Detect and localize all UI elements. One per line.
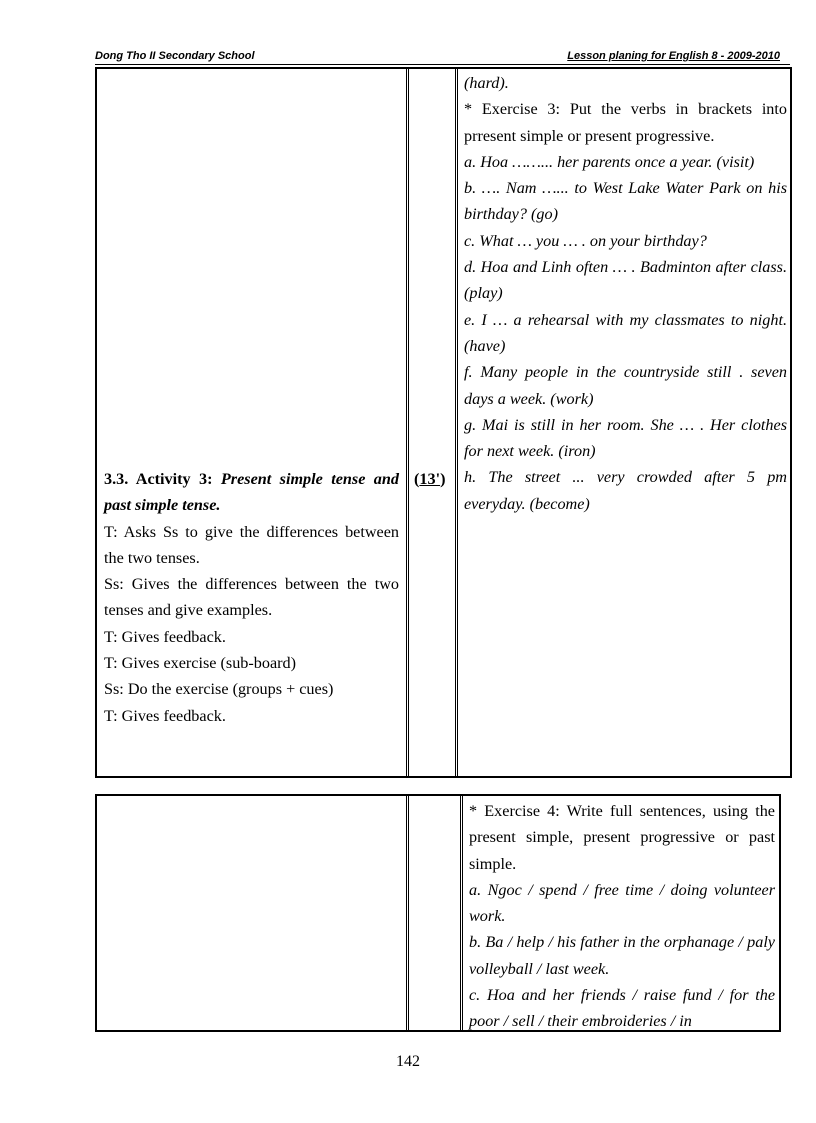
exercise-item: e. I … a rehearsal with my classmates to night. (have) (464, 310, 787, 355)
header-school: Dong Tho II Secondary School (95, 50, 255, 62)
header-lesson-plan: Lesson planing for English 8 - 2009-2010 (567, 50, 780, 62)
activity-step: Ss: Gives the differences between the two tenses and give examples. (104, 575, 399, 620)
exercise-item: b. Ba / help / his father in the orphanage / paly volleyball / last week. (469, 933, 775, 978)
exercise-item: c. What … you … . on your birthday? (464, 231, 707, 250)
exercise-item: a. Ngoc / spend / free time / doing volunteer work. (469, 880, 775, 926)
exercise-item: d. Hoa and Linh often … . Badminton after class. (play) (464, 258, 787, 303)
exercise-3-heading: * Exercise 3: Put the verbs in brackets into prresent simple or present progressive. (464, 100, 787, 145)
column-divider (406, 796, 409, 1030)
column-divider (406, 69, 409, 776)
exercise-item: a. Hoa ……... her parents once a year. (visit) (464, 152, 755, 171)
time-cell: (13') (414, 470, 446, 488)
column-divider (455, 69, 458, 776)
exercise-4-heading: * Exercise 4: Write full sentences, using the present simple, present progressive or past simple. (469, 802, 775, 873)
activity-step: T: Asks Ss to give the differences between the two tenses. (104, 522, 399, 567)
activity-title: 3.3. Activity 3: Present simple tense and past simple tense. (104, 470, 399, 515)
continued-line: (hard). (464, 74, 509, 92)
activity-step: T: Gives feedback. (104, 706, 226, 725)
activity-step: Ss: Do the exercise (groups + cues) (104, 680, 334, 699)
exercise-item: c. Hoa and her friends / raise fund / for the poor / sell / their embroideries / in (469, 986, 775, 1031)
page-number: 142 (396, 1053, 420, 1070)
lesson-table-1 (95, 67, 792, 778)
exercise-3-cell (464, 70, 787, 517)
activity-cell (104, 466, 399, 729)
exercise-item: g. Mai is still in her room. She … . Her clothes for next week. (iron) (464, 415, 787, 461)
exercise-item: f. Many people in the countryside still . seven days a week. (work) (464, 363, 787, 408)
activity-step: T: Gives feedback. (104, 627, 226, 646)
exercise-4-cell (469, 798, 775, 1035)
exercise-item: b. …. Nam …... to West Lake Water Park on his birthday? (go) (464, 179, 787, 224)
exercise-item: h. The street ... very crowded after 5 pm everyday. (become) (464, 468, 787, 513)
activity-step: T: Gives exercise (sub-board) (104, 654, 297, 673)
column-divider (460, 796, 463, 1030)
header-rule (95, 64, 790, 65)
lesson-table-2 (95, 794, 781, 1032)
